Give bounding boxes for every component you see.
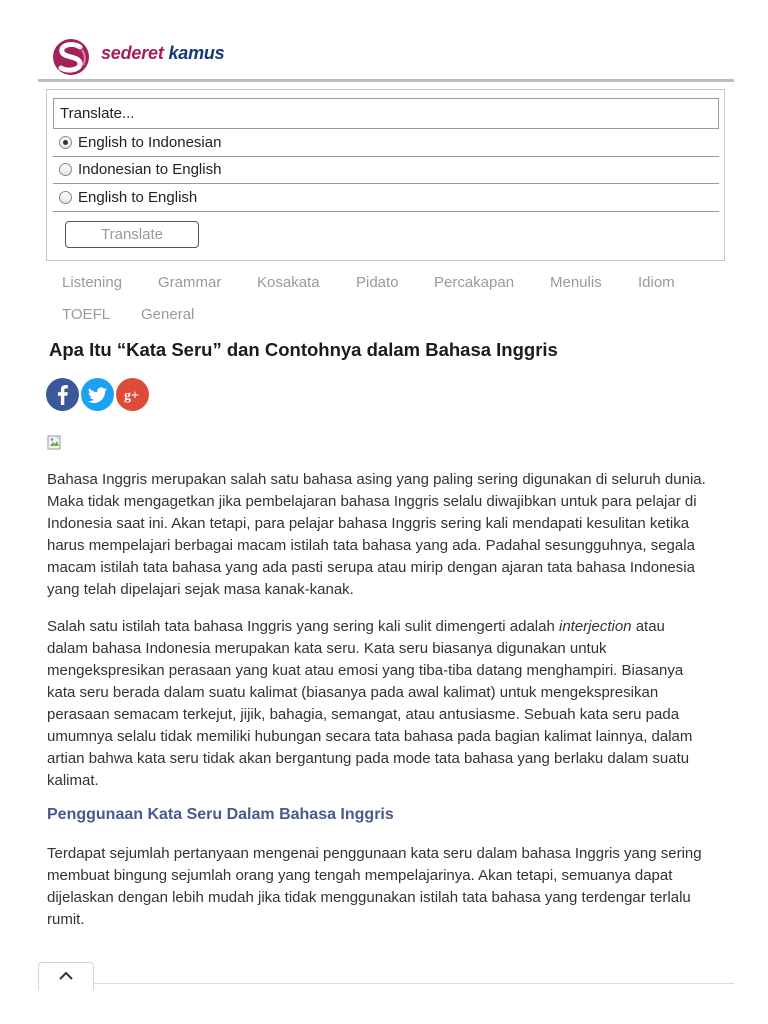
radio-selected[interactable] xyxy=(59,136,72,149)
brand-word-sederet: sederet xyxy=(101,43,164,63)
paragraph-line: dijelaskan dengan lebih mudah jika tidak menggunakan istilah tata bahasa yang terdengar terlalu xyxy=(47,889,691,906)
category-link-listening[interactable]: Listening xyxy=(62,274,123,291)
article-title: Apa Itu “Kata Seru” dan Contohnya dalam Bahasa Inggris xyxy=(49,339,558,360)
radio-unselected[interactable] xyxy=(59,163,72,176)
paragraph-line: membuat bingung sejumlah orang yang tengah mempelajarinya. Akan tetapi, semuanya dapat xyxy=(47,867,673,884)
article-paragraph-1 xyxy=(47,469,727,601)
broken-image-icon xyxy=(47,435,63,451)
article-subheading: Penggunaan Kata Seru Dalam Bahasa Inggris xyxy=(47,806,394,823)
header-divider xyxy=(38,79,734,82)
category-link-pidato[interactable]: Pidato xyxy=(356,274,399,291)
option-english-to-english[interactable] xyxy=(53,185,719,212)
chevron-up-icon xyxy=(58,971,74,981)
paragraph-line: artian bahwa kata seru tidak akan bergantung pada mode tata bahasa yang berlaku dalam suatu xyxy=(47,750,690,767)
paragraph-line: Bahasa Inggris merupakan salah satu bahasa asing yang paling sering digunakan di seluruh dunia. xyxy=(47,471,706,488)
svg-text:g+: g+ xyxy=(124,388,139,404)
option-label: Indonesian to English xyxy=(78,161,222,178)
option-english-to-indonesian[interactable] xyxy=(53,130,719,157)
footer-divider xyxy=(38,983,734,984)
paragraph-line: Terdapat sejumlah pertanyaan mengenai penggunaan kata seru dalam bahasa Inggris yang sering xyxy=(47,845,702,862)
brand-word-kamus: kamus xyxy=(168,43,225,63)
paragraph-line: Maka tidak mengagetkan jika pembelajaran bahasa Inggris selalu diwajibkan untuk para pelajar di xyxy=(47,493,697,510)
category-link-general[interactable]: General xyxy=(141,306,195,323)
paragraph-line: macam istilah tata bahasa yang ada pasti serupa atau mirip dengan ajaran tata bahasa Indonesia xyxy=(47,559,695,576)
paragraph-line: umumnya selalu tidak memiliki hubungan secara tata bahasa pada bagian kalimat lainnya, dalam xyxy=(47,728,693,745)
paragraph-line: rumit. xyxy=(47,911,85,928)
paragraph-line: mengekspresikan perasaan yang kuat atau emosi yang tiba-tiba datang menghampiri. Biasanya xyxy=(47,662,684,679)
option-indonesian-to-english[interactable] xyxy=(53,157,719,184)
translator-panel xyxy=(46,89,725,261)
category-link-menulis[interactable]: Menulis xyxy=(550,274,602,291)
translate-input[interactable]: Translate... xyxy=(53,98,719,129)
category-link-percakapan[interactable]: Percakapan xyxy=(434,274,515,291)
category-link-grammar[interactable]: Grammar xyxy=(158,274,222,291)
option-label: English to Indonesian xyxy=(78,134,222,151)
scroll-to-top-button[interactable] xyxy=(38,962,94,990)
brand-name[interactable] xyxy=(101,43,225,64)
translate-button[interactable]: Translate xyxy=(65,221,199,248)
category-link-kosakata[interactable]: Kosakata xyxy=(257,274,320,291)
radio-unselected[interactable] xyxy=(59,191,72,204)
site-header xyxy=(38,30,734,80)
article-paragraph-2 xyxy=(47,616,727,792)
article-paragraph-3 xyxy=(47,843,727,931)
paragraph-line: kalimat. xyxy=(47,772,99,789)
category-link-idiom[interactable]: Idiom xyxy=(638,274,675,291)
twitter-icon[interactable] xyxy=(81,378,114,411)
paragraph-text: atau xyxy=(631,618,665,635)
paragraph-line: yang telah dipelajari sejak masa kanak-kanak. xyxy=(47,581,354,598)
sederet-logo-icon[interactable] xyxy=(52,38,92,76)
paragraph-text: Salah satu istilah tata bahasa Inggris yang sering kali sulit dimengerti adalah xyxy=(47,618,559,635)
paragraph-line: kata seru berada dalam suatu kalimat (biasanya pada awal kalimat) untuk mengekspresikan xyxy=(47,684,659,701)
paragraph-line: harus mempelajari berbagai macam istilah tata bahasa yang ada. Padahal sesungguhnya, segala xyxy=(47,537,695,554)
paragraph-line: dalam bahasa Indonesia merupakan kata seru. Kata seru biasanya digunakan untuk xyxy=(47,640,607,657)
facebook-icon[interactable] xyxy=(46,378,79,411)
paragraph-line xyxy=(47,616,727,638)
option-label: English to English xyxy=(78,189,198,206)
google-plus-icon[interactable] xyxy=(116,378,149,411)
paragraph-line: Indonesia saat ini. Akan tetapi, para pelajar bahasa Inggris sering kali mendapati kesulitan ketika xyxy=(47,515,690,532)
interjection-term: interjection xyxy=(558,618,632,635)
paragraph-line: perasaan semacam terkejut, jijik, bahagia, semangat, atau antusiasme. Sebuah kata seru pada xyxy=(47,706,680,723)
category-link-toefl[interactable]: TOEFL xyxy=(62,306,111,323)
